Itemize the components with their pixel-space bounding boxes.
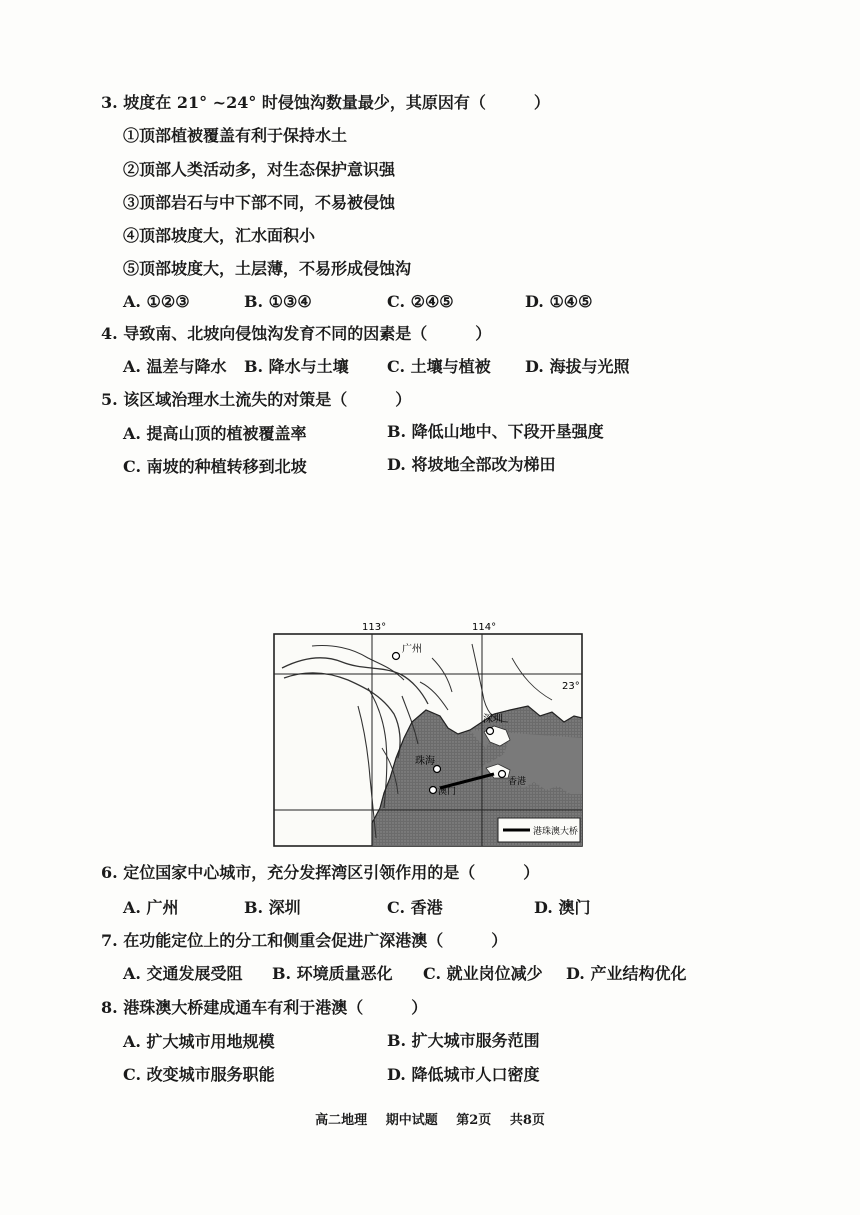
lon-113-label: 113° <box>362 622 387 633</box>
footer-exam: 期中试题 <box>385 1113 438 1128</box>
legend-bridge-label: 港珠澳大桥 <box>533 827 579 837</box>
macau-label: 澳门 <box>438 787 457 797</box>
question-3-statement-2: ②顶部人类活动多，对生态保护意识强 <box>123 160 396 179</box>
question-6-option-c: C. 香港 <box>387 898 443 917</box>
question-3-option-d: D. ①④⑤ <box>525 292 593 311</box>
question-7-option-a: A. 交通发展受阻 <box>123 964 243 983</box>
question-3-statement-4: ④顶部坡度大，汇水面积小 <box>123 226 316 245</box>
question-5-option-a: A. 提高山顶的植被覆盖率 <box>123 424 307 443</box>
question-3-stem: 3. 坡度在 21° ~24° 时侵蚀沟数量最少，其原因有（ ） <box>101 93 550 112</box>
footer-total: 共8页 <box>509 1113 545 1128</box>
zhuhai-label: 珠海 <box>415 756 435 767</box>
greater-bay-area-map <box>272 618 588 848</box>
question-5-option-d: D. 将坡地全部改为梯田 <box>387 455 556 474</box>
question-3-option-b: B. ①③④ <box>244 292 312 311</box>
question-5-option-c: C. 南坡的种植转移到北坡 <box>123 457 307 476</box>
question-3-option-c: C. ②④⑤ <box>387 292 454 311</box>
hongkong-label: 香港 <box>508 777 527 787</box>
question-5-stem: 5. 该区域治理水土流失的对策是（ ） <box>101 390 412 409</box>
page-footer <box>0 1109 860 1128</box>
question-6-option-d: D. 澳门 <box>534 898 591 917</box>
footer-page: 第2页 <box>456 1113 492 1128</box>
question-8-option-b: B. 扩大城市服务范围 <box>387 1031 540 1050</box>
question-7-option-b: B. 环境质量恶化 <box>272 964 393 983</box>
question-4-stem: 4. 导致南、北坡向侵蚀沟发育不同的因素是（ ） <box>101 324 492 343</box>
question-4-option-c: C. 土壤与植被 <box>387 357 491 376</box>
question-3-statement-5: ⑤顶部坡度大，土层薄，不易形成侵蚀沟 <box>123 259 412 278</box>
question-7-option-d: D. 产业结构优化 <box>566 964 687 983</box>
question-8-option-c: C. 改变城市服务职能 <box>123 1065 275 1084</box>
question-4-option-d: D. 海拔与光照 <box>525 357 630 376</box>
question-6-option-a: A. 广州 <box>123 898 179 917</box>
shenzhen-marker <box>487 728 494 735</box>
guangzhou-marker <box>393 653 400 660</box>
hongkong-marker <box>499 771 506 778</box>
question-4-option-a: A. 温差与降水 <box>123 357 227 376</box>
question-7-stem: 7. 在功能定位上的分工和侧重会促进广深港澳（ ） <box>101 931 508 950</box>
question-8-option-d: D. 降低城市人口密度 <box>387 1065 540 1084</box>
question-6-option-b: B. 深圳 <box>244 898 301 917</box>
shenzhen-label: 深圳 <box>483 714 503 725</box>
question-5-option-b: B. 降低山地中、下段开垦强度 <box>387 422 604 441</box>
footer-subject: 高二地理 <box>315 1113 368 1128</box>
question-3-statement-3: ③顶部岩石与中下部不同，不易被侵蚀 <box>123 193 396 212</box>
question-3-statement-1: ①顶部植被覆盖有利于保持水土 <box>123 126 348 145</box>
question-4-option-b: B. 降水与土壤 <box>244 357 349 376</box>
question-6-stem: 6. 定位国家中心城市，充分发挥湾区引领作用的是（ ） <box>101 863 540 882</box>
macau-marker <box>430 787 437 794</box>
lat-23-label: 23° <box>562 681 580 692</box>
question-3-option-a: A. ①②③ <box>123 292 190 311</box>
question-8-stem: 8. 港珠澳大桥建成通车有利于港澳（ ） <box>101 998 428 1017</box>
question-8-option-a: A. 扩大城市用地规模 <box>123 1032 275 1051</box>
lon-114-label: 114° <box>472 622 497 633</box>
guangzhou-label: 广州 <box>402 644 422 655</box>
question-7-option-c: C. 就业岗位减少 <box>423 964 543 983</box>
